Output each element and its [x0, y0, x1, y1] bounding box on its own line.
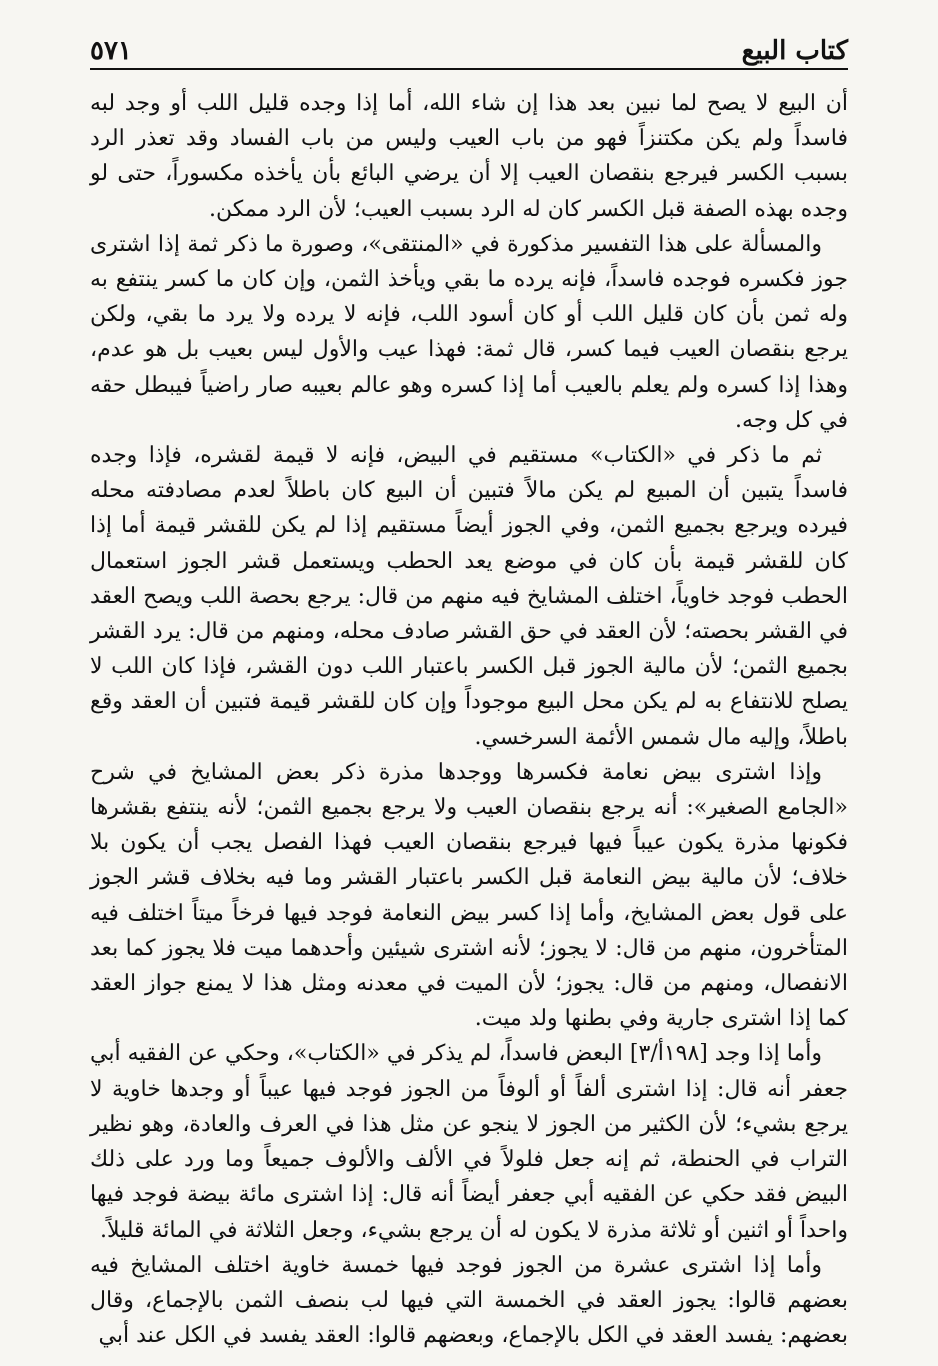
- paragraph-5: وأما إذا وجد [١٩٨أ/٣] البعض فاسداً، لم يذكر في «الكتاب»، وحكي عن الفقيه أبي جعفر أنه قال: إذا اشترى ألفاً أو ألوفاً من الجوز فوجد فيها عيباً أو وجدها خاوية لا يرجع بشيء؛ لأن الكثير من الجوز لا ينجو عن مثل هذا في العرف والعادة، وهو نظير التراب في الحنطة، ثم إنه جعل فلولاً في الألف والألوف جميعاً وما ورد على ذلك البيض فقد حكي عن الفقيه أبي جعفر أيضاً أنه قال: إذا اشترى مائة بيضة فوجد فيها واحداً أو اثنين أو ثلاثة مذرة لا يكون له أن يرجع بشيء، وجعل الثلاثة في المائة قليلاً.: [90, 1041, 848, 1243]
- paragraph-2: والمسألة على هذا التفسير مذكورة في «المنتقى»، وصورة ما ذكر ثمة إذا اشترى جوز فكسره فوجده فاسداً، فإنه يرده ما بقي ويأخذ الثمن، وإن كان ما كسر ينتفع به وله ثمن بأن كان قليل اللب أو كان أسود اللب، فإنه لا يرده ولا يرد ما بقي، ولكن يرجع بنقصان العيب فيما كسر، قال ثمة: فهذا عيب والأول ليس بعيب بل هو عدم، وهذا إذا كسره ولم يعلم بالعيب أما إذا كسره وهو عالم بعيبه صار راضياً فيبطل حقه في كل وجه.: [90, 231, 848, 433]
- page-header: [90, 20, 848, 66]
- paragraph-1: أن البيع لا يصح لما نبين بعد هذا إن شاء الله، أما إذا وجده قليل اللب أو وجد لبه فاسداً ولم يكن مكتنزاً فهو من باب العيب وليس من باب الفساد وقد تعذر الرد بسبب الكسر فيرجع بنقصان العيب إلا أن يرضي البائع بأن يأخذه مكسوراً، حتى لو وجده بهذه الصفة قبل الكسر كان له الرد بسبب العيب؛ لأن الرد ممكن.: [90, 91, 848, 222]
- running-title: كتاب البيع: [741, 36, 848, 66]
- header-rule: [90, 68, 848, 70]
- paragraph-3: ثم ما ذكر في «الكتاب» مستقيم في البيض، فإنه لا قيمة لقشره، فإذا وجده فاسداً يتبين أن المبيع لم يكن مالاً فتبين أن البيع كان باطلاً لعدم مصادفته محله فيرده ويرجع بجميع الثمن، وفي الجوز أيضاً مستقيم إذا لم يكن للقشر قيمة أما إذا كان للقشر قيمة بأن كان في موضع يعد الحطب ويستعمل قشر الجوز استعمال الحطب فوجد خاوياً، اختلف المشايخ فيه منهم من قال: يرجع بحصة اللب ويصح العقد في القشر بحصته؛ لأن العقد في حق القشر صادف محله، ومنهم من قال: يرد القشر بجميع الثمن؛ لأن مالية الجوز قبل الكسر باعتبار اللب دون القشر، فإذا كان اللب لا يصلح للانتفاع به لم يكن محل البيع موجوداً وإن كان للقشر قيمة فتبين أن العقد وقع باطلاً، وإليه مال شمس الأئمة السرخسي.: [90, 443, 848, 750]
- page-number: ٥٧١: [90, 36, 132, 66]
- paragraph-6: وأما إذا اشترى عشرة من الجوز فوجد فيها خمسة خاوية اختلف المشايخ فيه بعضهم قالوا: يجوز العقد في الخمسة التي فيها لب بنصف الثمن بالإجماع، وقال بعضهم: يفسد العقد في الكل بالإجماع، وبعضهم قالوا: العقد يفسد في الكل عند أبي: [90, 1252, 848, 1349]
- body-text: [90, 86, 848, 1353]
- paragraph-4: وإذا اشترى بيض نعامة فكسرها ووجدها مذرة ذكر بعض المشايخ في شرح «الجامع الصغير»: أنه يرجع بنقصان العيب ولا يرجع بجميع الثمن؛ لأنه ينتفع بقشرها فكونها مذرة يكون عيباً فيها فيرجع بنقصان العيب فهذا الفصل يجب أن يكون بلا خلاف؛ لأن مالية بيض النعامة قبل الكسر باعتبار القشر وما فيه بخلاف قشر الجوز على قول بعض المشايخ، وأما إذا كسر بيض النعامة فوجد فيها فرخاً ميتاً اختلف فيه المتأخرون، منهم من قال: لا يجوز؛ لأنه اشترى شيئين وأحدهما ميت فلا يجوز كما بعد الانفصال، ومنهم من قال: يجوز؛ لأن الميت في معدنه ومثل هذا لا يمنع جواز العقد كما إذا اشترى جارية وفي بطنها ولد ميت.: [90, 759, 848, 1032]
